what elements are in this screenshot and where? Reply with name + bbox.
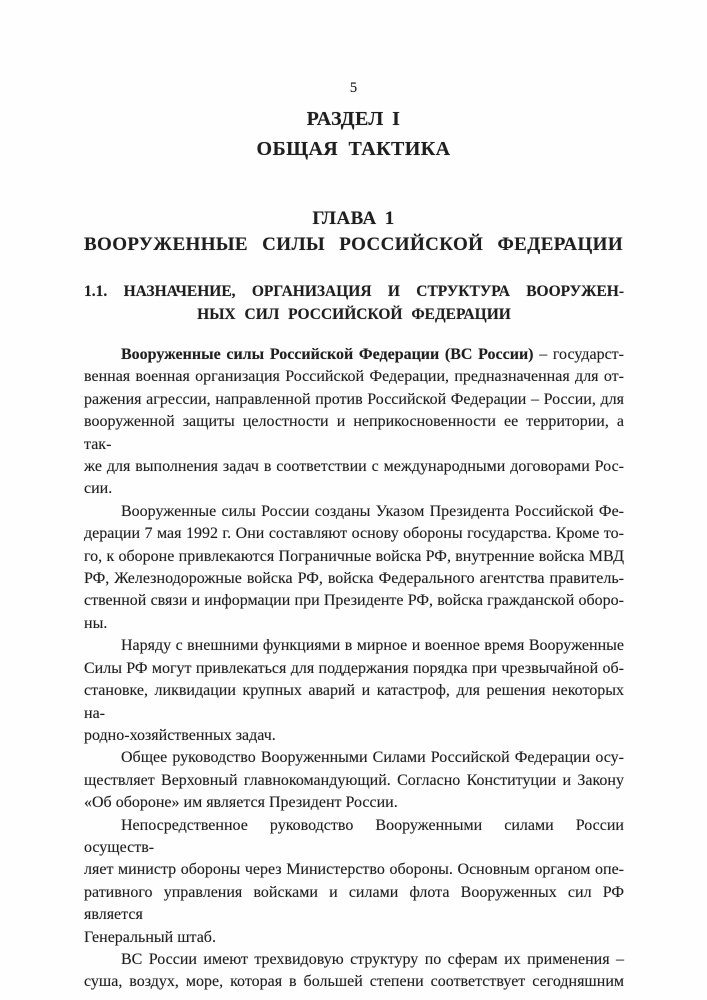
- body-line: дерации 7 мая 1992 г. Они составляют основу обороны государства. Кроме то-: [84, 525, 624, 543]
- body-line: суша, воздух, море, которая в большей степени соответствует сегодняшним: [84, 973, 624, 991]
- body-line: [84, 344, 624, 366]
- body-line: Наряду с внешними функциями в мирное и военное время Вооруженные: [121, 637, 624, 655]
- chapter-heading-line1: ГЛАВА 1: [312, 208, 395, 229]
- subsection-heading: [84, 280, 624, 326]
- body-line: Генеральный штаб.: [84, 928, 216, 946]
- subsection-heading-line1: 1.1. НАЗНАЧЕНИЕ, ОРГАНИЗАЦИЯ И СТРУКТУРА ВООРУЖЕН-: [84, 283, 624, 300]
- body-line: вооруженной защиты целостности и неприкосновенности ее территории, а так-: [84, 413, 624, 453]
- body-line: Вооруженные силы России созданы Указом Президента Российской Фе-: [121, 502, 624, 520]
- body-line: ны.: [84, 614, 108, 632]
- page-number: 5: [349, 80, 358, 96]
- section-heading-line1: РАЗДЕЛ I: [306, 108, 401, 130]
- body-line: РФ, Железнодорожные войска РФ, войска Федерального агентства правитель-: [84, 570, 624, 588]
- body-line: сии.: [84, 480, 113, 498]
- body-line: Силы РФ могут привлекаться для поддержания порядка при чрезвычайной об-: [84, 659, 624, 677]
- body-text: [84, 344, 624, 994]
- body-line: ляет министр обороны через Министерство обороны. Основным органом опе-: [84, 861, 624, 879]
- body-line-rest: – государст-: [533, 346, 624, 363]
- body-line-bold-lead: Вооруженные силы Российской Федерации (ВС России): [121, 346, 534, 363]
- body-line: ственной связи и информации при Президенте РФ, войска гражданской оборо-: [84, 592, 624, 610]
- body-line: же для выполнения задач в соответствии с международными договорами Рос-: [84, 458, 624, 476]
- section-heading-line2: ОБЩАЯ ТАКТИКА: [256, 138, 451, 160]
- body-line: ВС России имеют трехвидовую структуру по сферам их применения –: [121, 950, 624, 968]
- body-line: Непосредственное руководство Вооруженными силами России осуществ-: [84, 816, 624, 856]
- body-line: «Об обороне» им является Президент России.: [84, 794, 398, 812]
- section-heading: [0, 104, 707, 164]
- body-line: родно-хозяйственных задач.: [84, 726, 276, 744]
- body-line: ществляет Верховный главнокомандующий. Согласно Конституции и Закону: [84, 771, 624, 789]
- subsection-heading-line2: НЫХ СИЛ РОССИЙСКОЙ ФЕДЕРАЦИИ: [197, 306, 511, 323]
- body-line: венная военная организация Российской Федерации, предназначенная для от-: [84, 368, 624, 386]
- chapter-heading: [0, 206, 707, 258]
- chapter-heading-line2: ВООРУЖЕННЫЕ СИЛЫ РОССИЙСКОЙ ФЕДЕРАЦИИ: [83, 234, 624, 255]
- body-line: ративного управления войсками и силами флота Вооруженных сил РФ является: [84, 883, 624, 924]
- body-line: го, к обороне привлекаются Пограничные войска РФ, внутренние войска МВД: [84, 547, 624, 565]
- body-line: Общее руководство Вооруженными Силами Российской Федерации осу-: [121, 749, 624, 767]
- body-line: становке, ликвидации крупных аварий и катастроф, для решения некоторых на-: [84, 682, 624, 722]
- body-line: ражения агрессии, направленной против Российской Федерации – России, для: [84, 390, 624, 408]
